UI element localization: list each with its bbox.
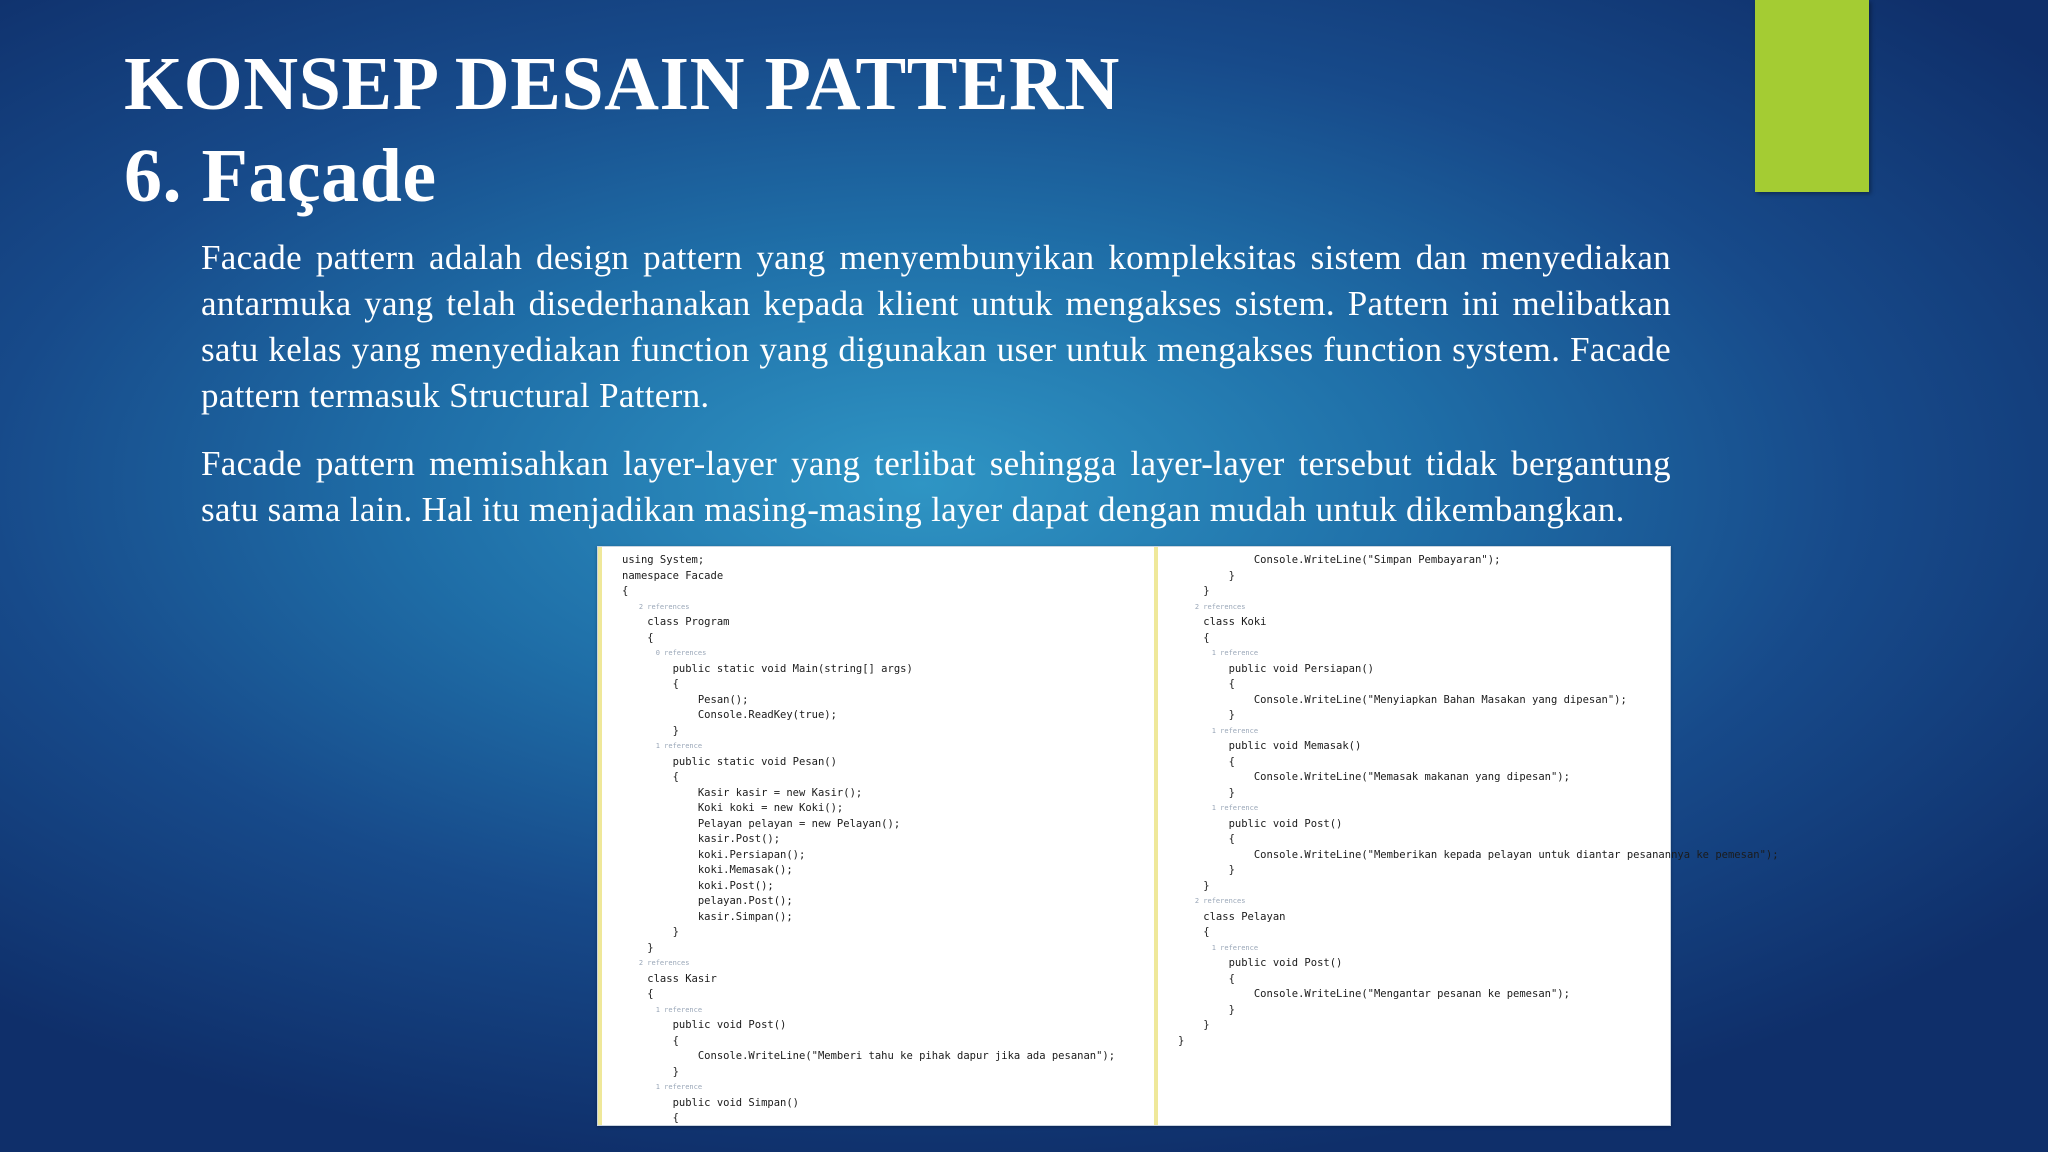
- code-line: {: [1178, 678, 1235, 690]
- code-line: Console.WriteLine("Memberikan kepada pelayan untuk diantar pesanannya ke pemesan");: [1178, 848, 1779, 861]
- code-line: koki.Memasak();: [622, 864, 793, 876]
- code-line: 1 reference: [1178, 649, 1259, 657]
- code-screenshot: [597, 546, 1779, 1126]
- code-line: 1 reference: [1178, 726, 1259, 735]
- code-line: }: [1178, 709, 1235, 721]
- code-line: using System;: [622, 554, 705, 566]
- code-line: }: [1178, 786, 1235, 799]
- code-line: }: [622, 941, 654, 954]
- code-line: Koki koki = new Koki();: [622, 802, 844, 814]
- code-line: 2 references: [1178, 897, 1246, 905]
- code-line: {: [1178, 755, 1235, 768]
- slide-title: [124, 38, 1120, 222]
- code-line: 1 reference: [1178, 804, 1259, 812]
- code-line: 0 references: [622, 649, 707, 657]
- code-line: public static void Main(string[] args): [622, 662, 913, 675]
- code-line: {: [1178, 833, 1235, 845]
- code-line: Console.WriteLine("Menyiapkan Bahan Masakan yang dipesan");: [1178, 693, 1627, 706]
- code-line: }: [622, 1065, 679, 1078]
- code-line: }: [1178, 1034, 1185, 1047]
- code-line: }: [1178, 569, 1235, 582]
- code-line: {: [622, 678, 679, 690]
- title-line-2: 6. Façade: [124, 134, 437, 218]
- code-line: }: [1178, 864, 1235, 876]
- code-line: Console.WriteLine("Mengantar pesanan ke pemesan");: [1178, 988, 1570, 1000]
- code-line: Console.WriteLine("Simpan Pembayaran");: [1178, 554, 1501, 566]
- code-line: {: [1178, 631, 1210, 644]
- body-paragraph-2: Facade pattern memisahkan layer-layer yang terlibat sehingga layer-layer tersebut tidak bergantung satu sama lain. Hal itu menjadikan masing-masing layer dapat dengan mudah untuk dikembangkan.: [201, 444, 1671, 529]
- code-line: public void Memasak(): [1178, 740, 1362, 752]
- code-line: pelayan.Post();: [622, 895, 793, 907]
- code-line: 1 reference: [1178, 943, 1259, 952]
- code-line: koki.Post();: [622, 879, 774, 892]
- code-line: {: [622, 771, 679, 783]
- code-column-left: [598, 547, 1154, 1125]
- code-line: public void Post(): [1178, 817, 1343, 830]
- code-line: {: [622, 585, 629, 597]
- code-line: {: [622, 631, 654, 644]
- code-line: Kasir kasir = new Kasir();: [622, 786, 863, 799]
- code-line: public void Persiapan(): [1178, 662, 1374, 675]
- code-line: class Koki: [1178, 616, 1267, 628]
- code-line: public void Simpan(): [622, 1096, 800, 1109]
- code-line: 1 reference: [622, 1083, 703, 1091]
- code-line: Console.ReadKey(true);: [622, 709, 837, 721]
- code-line: }: [622, 926, 679, 938]
- code-line: public void Post(): [1178, 957, 1343, 969]
- code-line: }: [1178, 1019, 1210, 1031]
- code-line: Console.WriteLine("Memasak makanan yang dipesan");: [1178, 771, 1570, 783]
- accent-bar: [1755, 0, 1869, 192]
- code-line: kasir.Post();: [622, 833, 781, 845]
- code-line: 1 reference: [622, 1005, 703, 1014]
- body-paragraph-1: Facade pattern adalah design pattern yang menyembunyikan kompleksitas sistem dan menyediakan antarmuka yang telah disederhanakan kepada klient untuk mengakses sistem. Pattern ini melibatkan satu kelas yang menyediakan function yang digunakan user untuk mengakses function system. Facade pattern termasuk Structural Pattern.: [201, 238, 1671, 415]
- code-line: {: [622, 988, 654, 1000]
- code-line: class Program: [622, 616, 730, 628]
- code-line: Pesan();: [622, 693, 749, 706]
- code-line: }: [1178, 879, 1210, 892]
- code-line: koki.Persiapan();: [622, 848, 806, 861]
- code-line: 2 references: [622, 959, 690, 967]
- code-line: {: [1178, 972, 1235, 985]
- code-line: class Kasir: [622, 972, 717, 985]
- code-line: 2 references: [622, 602, 690, 611]
- code-line: {: [1178, 926, 1210, 938]
- code-line: {: [622, 1034, 679, 1047]
- code-line: kasir.Simpan();: [622, 910, 793, 923]
- code-line: public static void Pesan(): [622, 755, 837, 768]
- code-line: }: [1178, 1003, 1235, 1016]
- code-line: }: [622, 724, 679, 737]
- code-line: public void Post(): [622, 1019, 787, 1031]
- code-line: }: [1178, 585, 1210, 597]
- code-line: namespace Facade: [622, 569, 724, 582]
- code-column-right: [1154, 547, 1779, 1125]
- code-line: 2 references: [1178, 602, 1246, 611]
- title-line-1: KONSEP DESAIN PATTERN: [124, 42, 1120, 126]
- code-line: 1 reference: [622, 742, 703, 750]
- code-line: Console.WriteLine("Memberi tahu ke pihak dapur jika ada pesanan");: [622, 1050, 1116, 1062]
- code-line: Pelayan pelayan = new Pelayan();: [622, 817, 901, 830]
- code-line: class Pelayan: [1178, 910, 1286, 923]
- code-line: {: [622, 1112, 679, 1124]
